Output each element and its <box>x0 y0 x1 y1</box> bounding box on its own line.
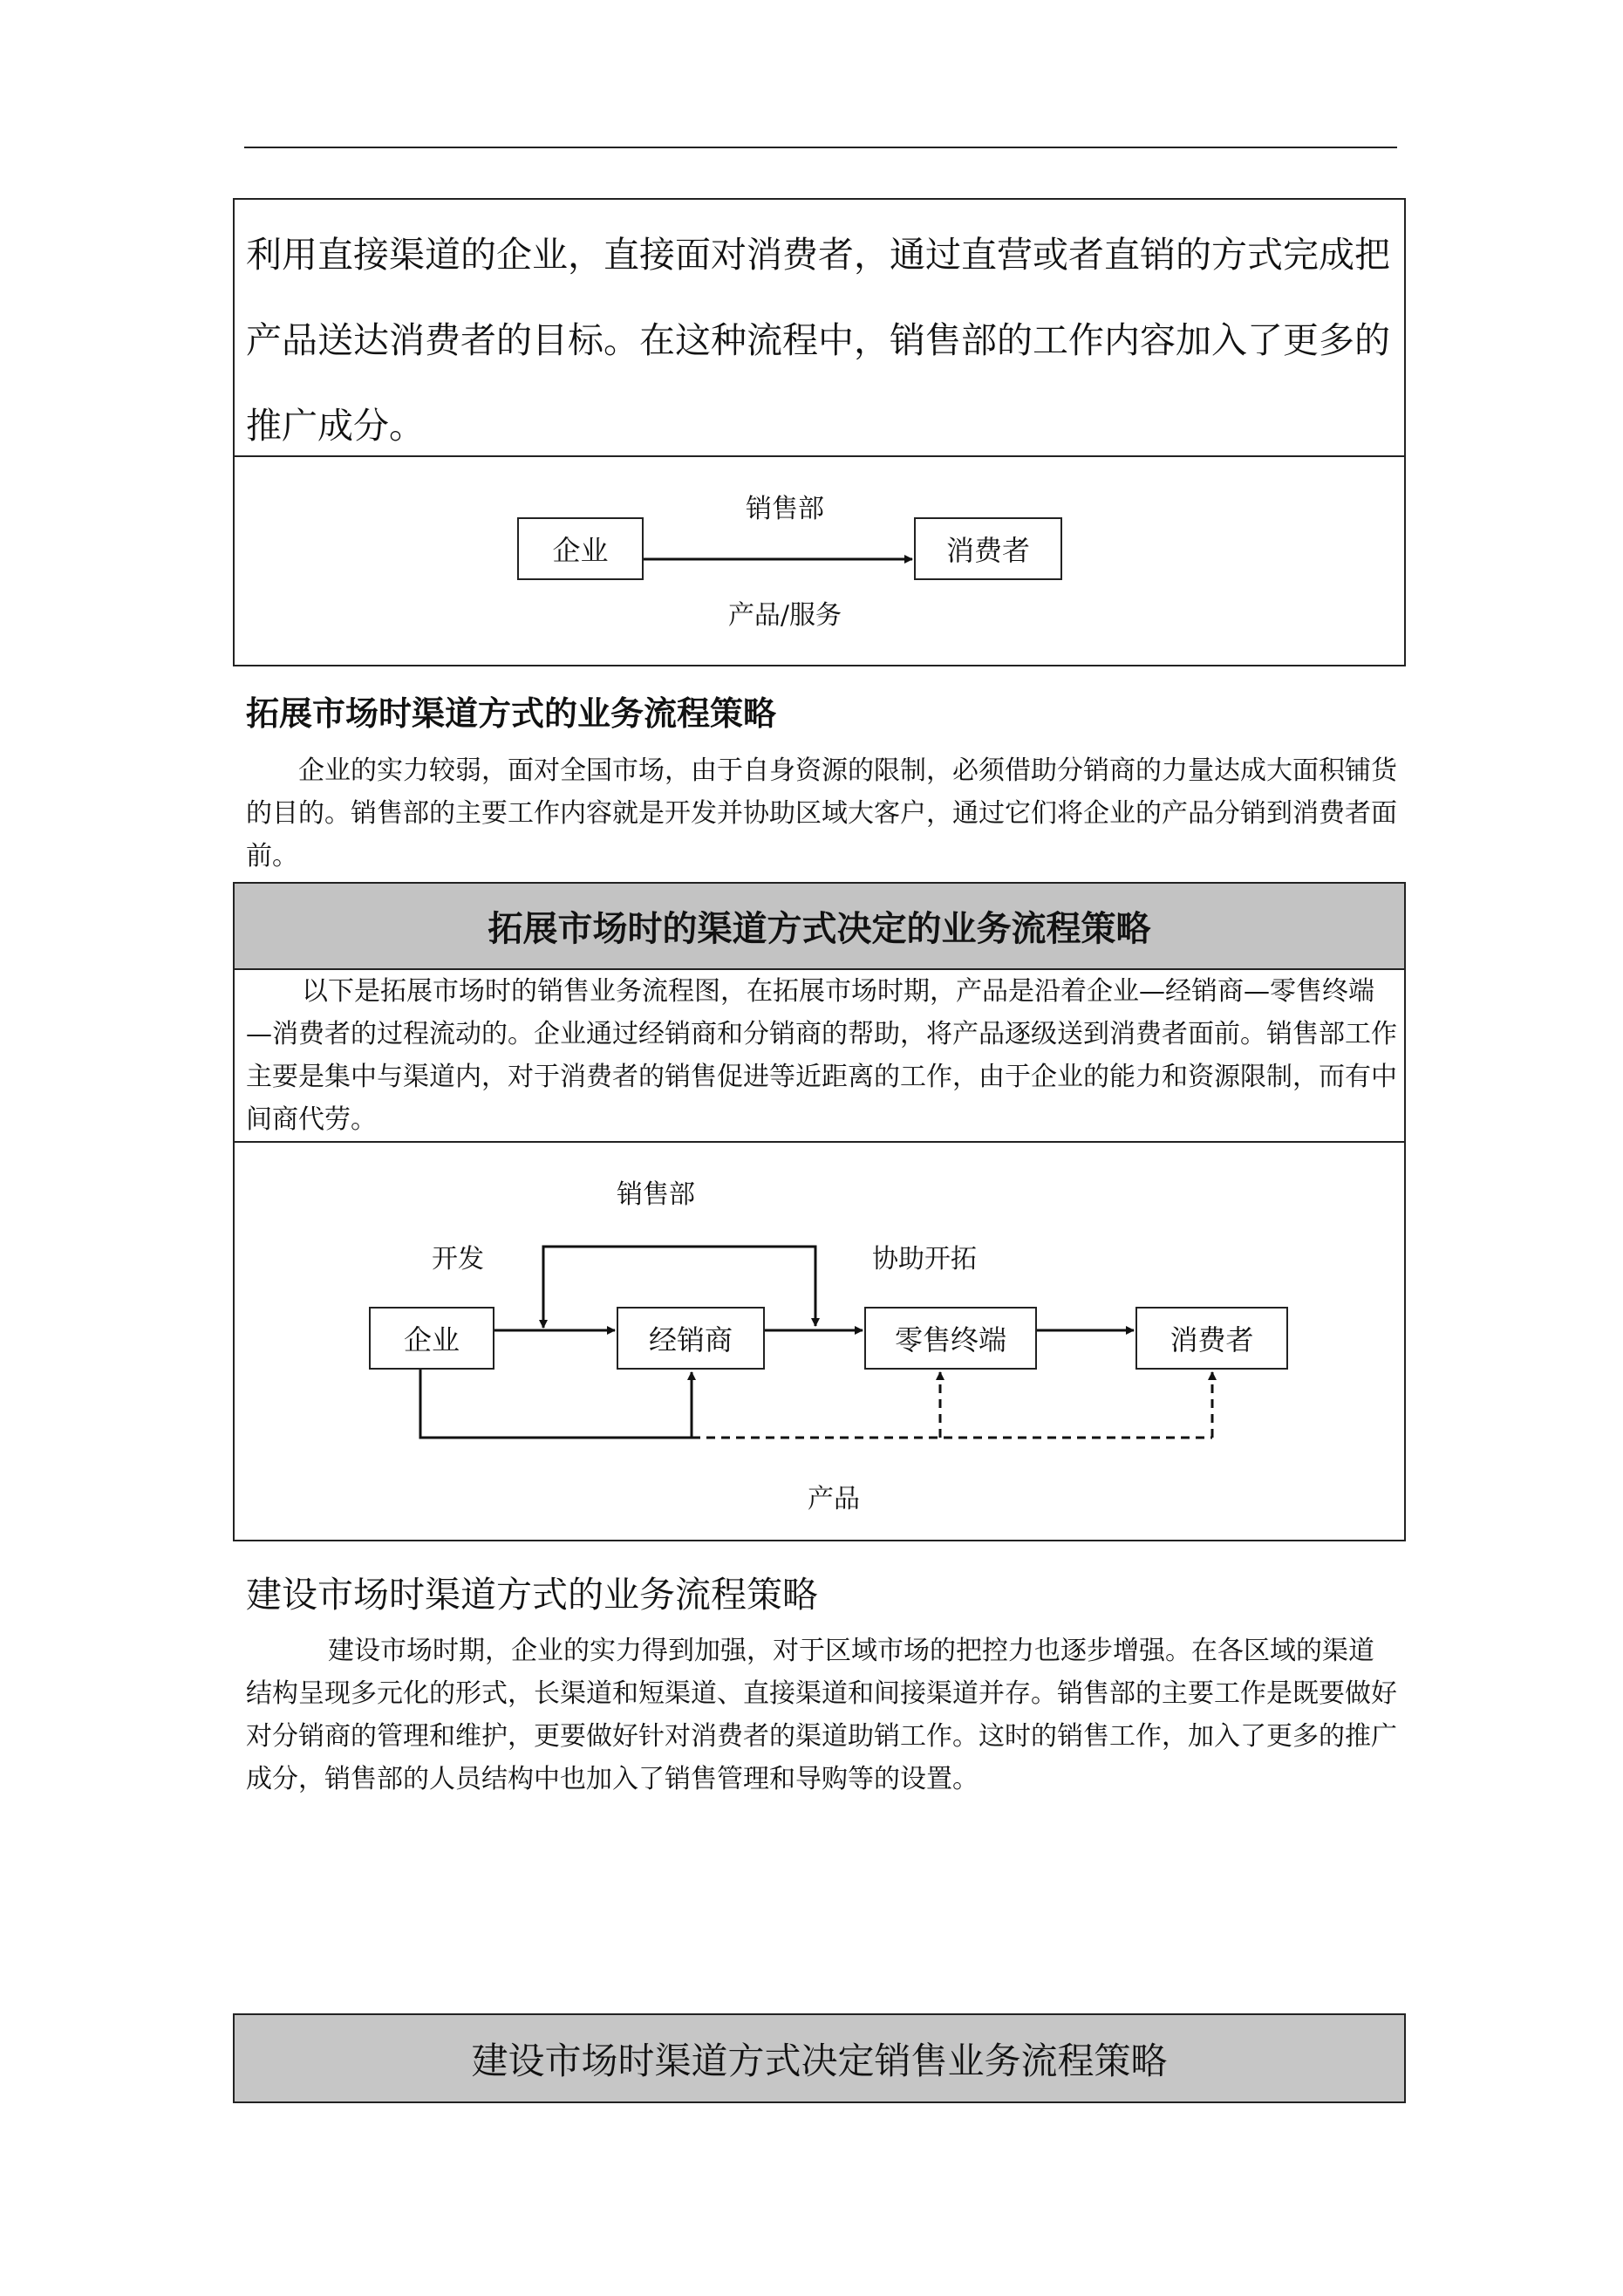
expand-paragraph: 企业的实力较弱，面对全国市场，由于自身资源的限制，必须借助分销商的力量达成大面积铺货的目的。销售部的主要工作内容就是开发并协助区域大客户，通过它们将企业的产品分销到消费者面前。 <box>246 755 1397 871</box>
diagram2-node-retail: 零售终端 <box>864 1307 1037 1370</box>
box-divider <box>233 1141 1406 1143</box>
diagram2-label-product: 产品 <box>808 1484 860 1514</box>
direct-channel-text: 利用直接渠道的企业，直接面对消费者，通过直营或者直销的方式完成把产品送达消费者的目标。在这种流程中，销售部的工作内容加入了更多的推广成分。 <box>246 234 1390 447</box>
diagram1-node-consumer: 消费者 <box>914 517 1062 580</box>
diagram1-bottom-label: 产品/服务 <box>727 600 842 631</box>
diagram2-node-enterprise: 企业 <box>369 1307 494 1370</box>
diagram2-node-distributor: 经销商 <box>617 1307 765 1370</box>
expand-heading: 拓展市场时渠道方式的业务流程策略 <box>246 694 777 733</box>
build-banner: 建设市场时渠道方式决定销售业务流程策略 <box>233 2013 1406 2103</box>
diagram2-label-sales: 销售部 <box>617 1179 695 1210</box>
diagram2-label-develop: 开发 <box>432 1244 484 1274</box>
diagram1-node-enterprise: 企业 <box>517 517 644 580</box>
expand-box-title: 拓展市场时的渠道方式决定的业务流程策略 <box>233 882 1406 970</box>
diagram1-top-label: 销售部 <box>746 494 824 524</box>
expand-box-text: 以下是拓展市场时的销售业务流程图，在拓展市场时期，产品是沿着企业—经销商—零售终端—消费者的过程流动的。企业通过经销商和分销商的帮助，将产品逐级送到消费者面前。销售部工作主要是集中与渠道内，对于消费者的销售促进等近距离的工作，由于企业的能力和资源限制，而有中间商代劳。 <box>246 976 1397 1135</box>
diagram2-label-assist: 协助开拓 <box>872 1244 977 1274</box>
build-heading: 建设市场时渠道方式的业务流程策略 <box>246 1574 818 1616</box>
diagram2-node-consumer: 消费者 <box>1135 1307 1288 1370</box>
build-paragraph: 建设市场时期，企业的实力得到加强，对于区域市场的把控力也逐步增强。在各区域的渠道结构呈现多元化的形式，长渠道和短渠道、直接渠道和间接渠道并存。销售部的主要工作是既要做好对分销商的管理和维护，更要做好针对消费者的渠道助销工作。这时的销售工作，加入了更多的推广成分，销售部的人员结构中也加入了销售管理和导购等的设置。 <box>246 1636 1397 1794</box>
